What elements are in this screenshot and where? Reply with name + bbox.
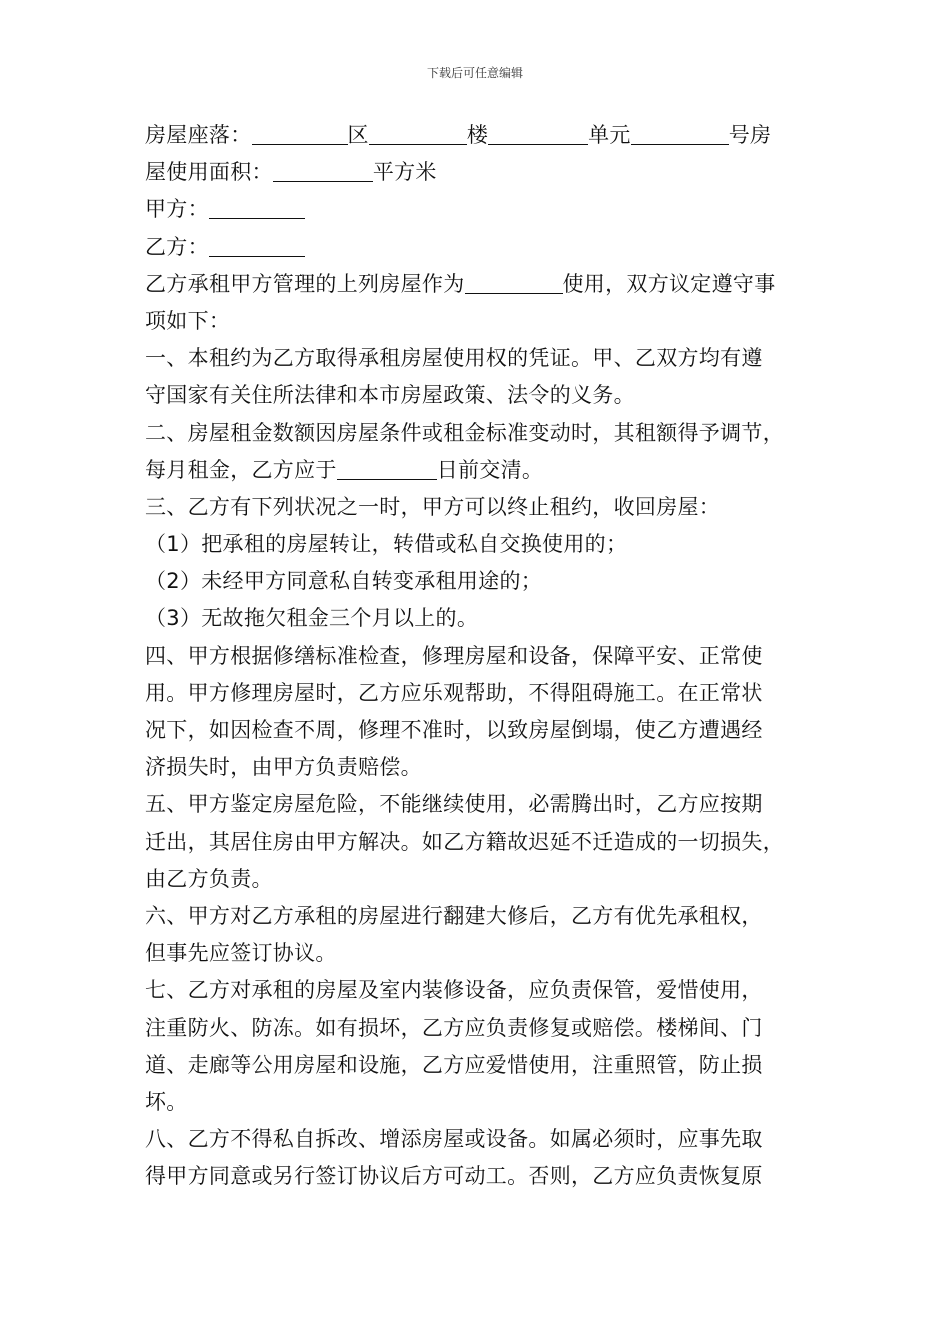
paragraph-line: 项如下： <box>145 308 231 333</box>
clause-8-line: 得甲方同意或另行签订协议后方可动工。否则，乙方应负责恢复原 <box>145 1164 763 1189</box>
text-unit: 单元 <box>588 123 631 147</box>
blank-area[interactable] <box>273 161 373 182</box>
text-usage-prefix: 乙方承租甲方管理的上列房屋作为 <box>145 271 465 296</box>
document-body <box>145 117 825 1195</box>
blank-district[interactable] <box>252 124 348 145</box>
line-party-a <box>145 191 825 228</box>
clause-7-line: 道、走廊等公用房屋和设施，乙方应爱惜使用，注重照管，防止损 <box>145 1052 763 1077</box>
clause-7-line: 七、乙方对承租的房屋及室内装修设备，应负责保管，爱惜使用， <box>145 978 763 1003</box>
blank-building[interactable] <box>369 124 467 145</box>
clause-7-line: 坏。 <box>145 1089 188 1114</box>
line-area <box>145 154 825 191</box>
text-district: 区 <box>347 123 369 147</box>
blank-party-a[interactable] <box>209 198 305 219</box>
clause-3-item-3: （3）无故拖欠租金三个月以上的。 <box>145 606 479 631</box>
clause-3-item-1: （1）把承租的房屋转让，转借或私自交换使用的； <box>145 532 628 557</box>
text-usage-suffix: 使用，双方议定遵守事 <box>562 271 776 296</box>
clause-1-line: 一、本租约为乙方取得承租房屋使用权的凭证。甲、乙双方均有遵 <box>145 346 763 371</box>
clause-2-line: 二、房屋租金数额因房屋条件或租金标准变动时，其租额得予调节， <box>145 420 784 445</box>
label-party-b: 乙方： <box>145 234 209 259</box>
text-rent-prefix: 每月租金，乙方应于 <box>145 457 337 482</box>
blank-usage[interactable] <box>465 273 563 294</box>
clause-5-line: 迁出，其居住房由甲方解决。如乙方籍故迟延不迁造成的一切损失， <box>145 829 784 854</box>
blank-party-b[interactable] <box>209 236 305 257</box>
clause-4-line: 用。甲方修理房屋时，乙方应乐观帮助，不得阻碍施工。在正常状 <box>145 680 763 705</box>
text-area-unit: 平方米 <box>372 160 437 185</box>
clause-6-line: 但事先应签订协议。 <box>145 941 337 966</box>
clause-7-line: 注重防火、防冻。如有损坏，乙方应负责修复或赔偿。楼梯间、门 <box>145 1015 763 1040</box>
clause-6-line: 六、甲方对乙方承租的房屋进行翻建大修后，乙方有优先承租权， <box>145 903 763 928</box>
clause-5-line: 由乙方负责。 <box>145 866 273 891</box>
text-rent-suffix: 日前交清。 <box>436 457 544 482</box>
clause-3-item-2: （2）未经甲方同意私自转变承租用途的； <box>145 569 543 594</box>
clause-4-line: 况下，如因检查不周，修理不准时，以致房屋倒塌，使乙方遭遇经 <box>145 718 763 742</box>
line-party-b <box>145 229 825 266</box>
page-header: 下载后可任意编辑 <box>426 66 523 80</box>
blank-room-number[interactable] <box>631 124 729 145</box>
line-location <box>145 117 825 154</box>
clause-4-line: 四、甲方根据修缮标准检查，修理房屋和设备，保障平安、正常使 <box>145 643 763 668</box>
clause-3-line: 三、乙方有下列状况之一时，甲方可以终止租约，收回房屋： <box>145 494 721 519</box>
blank-rent-day[interactable] <box>337 459 437 480</box>
clause-8-line: 八、乙方不得私自拆改、增添房屋或设备。如属必须时，应事先取 <box>145 1127 763 1152</box>
line-usage <box>145 266 825 303</box>
label-location: 房屋座落： <box>145 123 252 147</box>
clause-4-line: 济损失时，由甲方负责赔偿。 <box>145 755 422 780</box>
text-room-number: 号房 <box>728 123 772 147</box>
clause-5-line: 五、甲方鉴定房屋危险，不能继续使用，必需腾出时，乙方应按期 <box>145 792 763 817</box>
text-building: 楼 <box>466 123 489 147</box>
clause-1-line: 守国家有关住所法律和本市房屋政策、法令的义务。 <box>145 383 635 408</box>
blank-unit[interactable] <box>488 124 588 145</box>
clause-2-line <box>145 452 825 489</box>
label-area: 屋使用面积： <box>145 160 273 185</box>
label-party-a: 甲方： <box>145 197 209 222</box>
